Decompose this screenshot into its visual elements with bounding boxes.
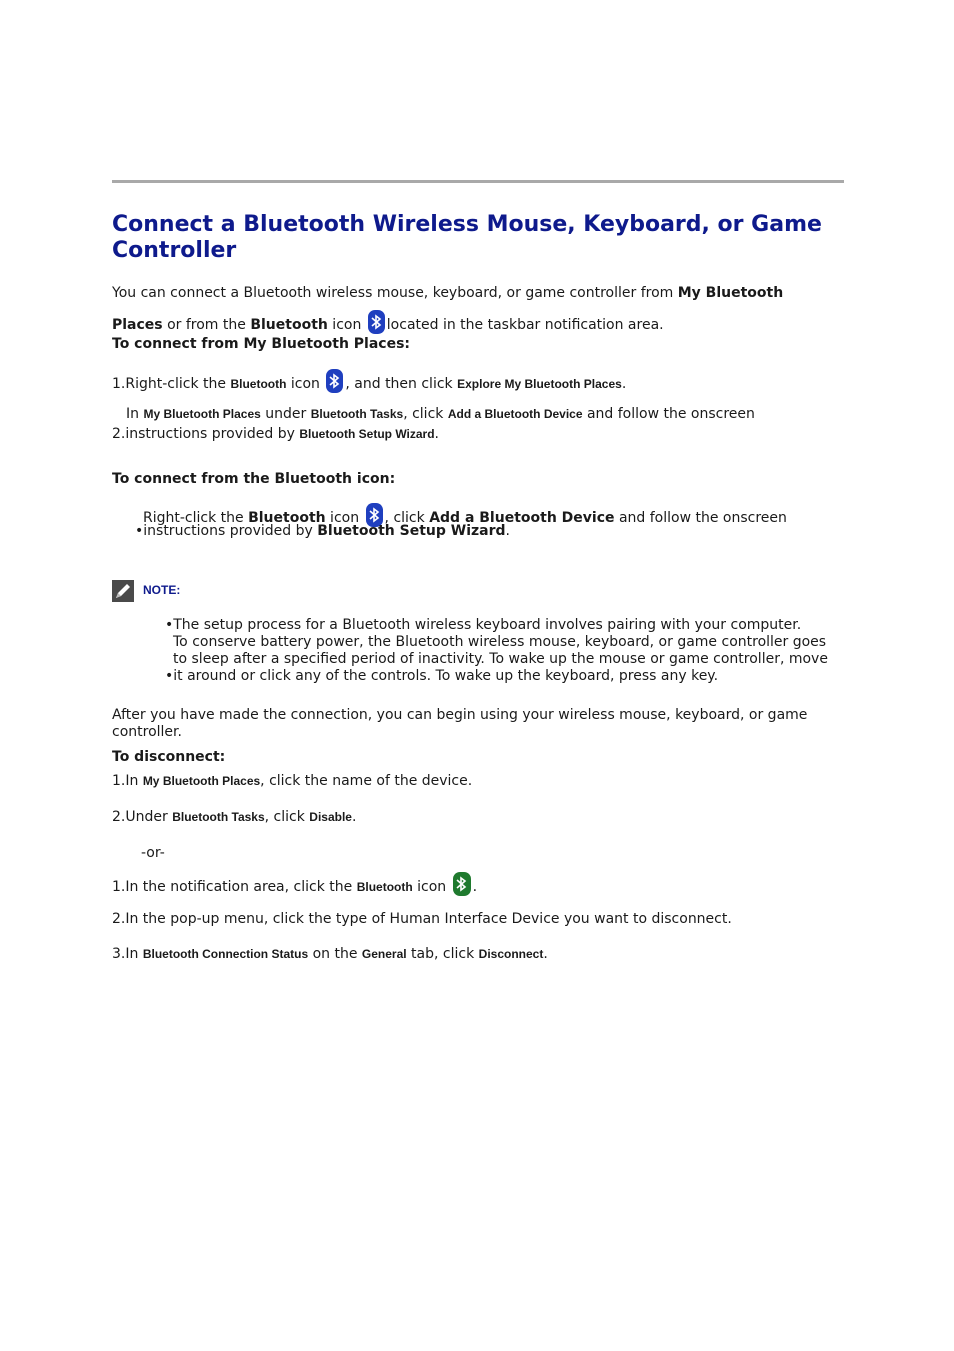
section1-step-2-line-2: 2.instructions provided by Bluetooth Setup Wizard. (112, 426, 439, 442)
bluetooth-icon (368, 310, 385, 334)
note-label: NOTE: (143, 583, 181, 597)
bluetooth-icon (326, 369, 343, 393)
bluetooth-icon (453, 872, 471, 896)
disconnect-step-1: 1.In My Bluetooth Places, click the name of the device. (112, 773, 473, 789)
disconnect-alt-step-1: 1.In the notification area, click the Bluetooth icon . (112, 872, 477, 896)
section1-step-2-line-1: In My Bluetooth Places under Bluetooth Tasks, click Add a Bluetooth Device and follow the onscreen (126, 406, 755, 422)
section2-bullet-line-2: •instructions provided by Bluetooth Setup Wizard. (135, 523, 510, 539)
note-item-1: •The setup process for a Bluetooth wireless keyboard involves pairing with your computer. (165, 617, 802, 633)
note-pencil-icon (112, 580, 134, 602)
disconnect-or: -or- (141, 845, 165, 861)
intro-line-1: You can connect a Bluetooth wireless mouse, keyboard, or game controller from My Bluetooth (112, 285, 784, 301)
section-heading-my-places: To connect from My Bluetooth Places: (112, 336, 411, 352)
note-item-2: To conserve battery power, the Bluetooth wireless mouse, keyboard, or game controller goes to sleep after a specified period of inactivity. To wake up the mouse or game controller, move •it around or click any of the controls. To wake up the keyboard, press any key. (165, 634, 828, 684)
top-divider (112, 180, 844, 183)
section-heading-bluetooth-icon: To connect from the Bluetooth icon: (112, 471, 396, 487)
section-heading-disconnect: To disconnect: (112, 749, 226, 765)
disconnect-step-2: 2.Under Bluetooth Tasks, click Disable. (112, 809, 357, 825)
intro-line-2: Places or from the Bluetooth icon located in the taskbar notification area. (112, 310, 664, 334)
disconnect-alt-step-3: 3.In Bluetooth Connection Status on the General tab, click Disconnect. (112, 946, 548, 962)
disconnect-alt-step-2: 2.In the pop-up menu, click the type of Human Interface Device you want to disconnect. (112, 911, 732, 927)
section1-step-1: 1.Right-click the Bluetooth icon , and then click Explore My Bluetooth Places. (112, 369, 626, 393)
section2-bullet-line-1: Right-click the Bluetooth icon , click Add a Bluetooth Device and follow the onscreen (143, 503, 787, 527)
after-connection-paragraph: After you have made the connection, you can begin using your wireless mouse, keyboard, or game controller. (112, 707, 808, 740)
page-title: Connect a Bluetooth Wireless Mouse, Keyboard, or Game Controller (112, 212, 822, 263)
